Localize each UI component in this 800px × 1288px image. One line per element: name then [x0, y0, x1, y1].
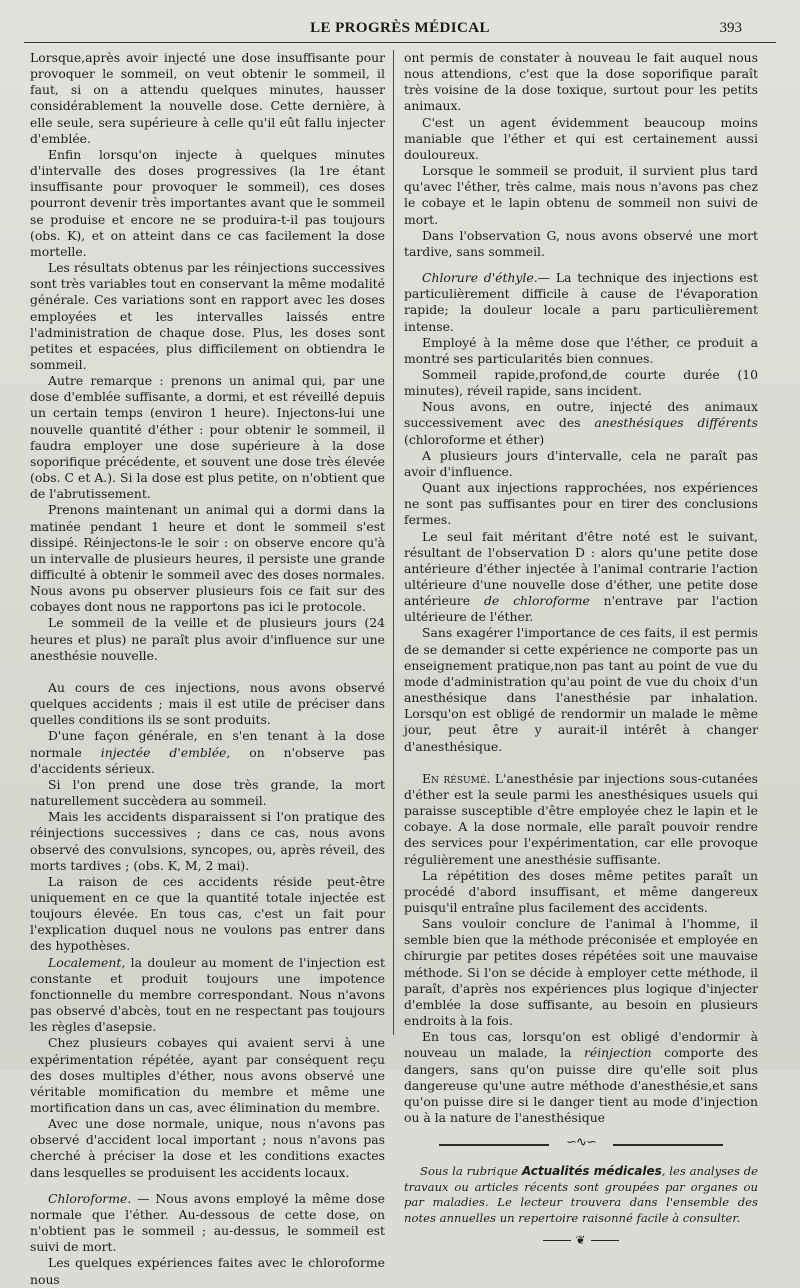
fleuron-ornament: [404, 1232, 758, 1248]
text-run: , les analyses de travaux ou articles récents sont groupées par organes ou par maladies. Le lecteur trouvera dans l'ensemble des notes annuelles un repertoire raisonné facile à consulter.: [404, 1164, 759, 1225]
fleuron-icon: ❦: [575, 1233, 587, 1248]
text-run: n'entrave par l'action ultérieure de l'éther.: [404, 593, 758, 625]
paragraph: Lorsque le sommeil se produit, il survient plus tard qu'avec l'éther, très calme, mais nous n'avons pas chez le cobaye et le lapin obtenu de sommeil non suivi de mort.: [404, 163, 758, 227]
paragraph: Si l'on prend une dose très grande, la mort naturellement succèdera au sommeil.: [30, 776, 385, 809]
paragraph: La raison de ces accidents réside peut-être uniquement en ce que la quantité totale injectée est toujours élevée. En tous cas, c'est un fait pour l'explication duquel nous ne voulons pas entrer dans des hypothèses.: [30, 873, 385, 954]
paragraph: Autre remarque : prenons un animal qui, par une dose d'emblée suffisante, a dormi, et est réveillé depuis un certain temps (environ 1 heure). Injectons-lui une nouvelle quantité d'éther : pour obtenir le sommeil, il faudra employer une dose supérieure à la dose soporifique précédente, et souvent une dose très élevée (obs. C et A.). Si la dose est plus petite, on n'obtient que de l'abrutissement.: [30, 373, 385, 502]
text-run: Nous avons, en outre, injecté des animaux successivement avec des: [404, 399, 758, 431]
spacer: [30, 1181, 385, 1191]
divider-line: [613, 1144, 723, 1146]
paragraph: Chez plusieurs cobayes qui avaient servi à une expérimentation répétée, ayant par conséquent reçu des doses multiples d'éther, nous avons observé une véritable momification du membre et même une mortification dans un cas, avec élimination du membre.: [30, 1035, 385, 1115]
paragraph: Mais les accidents disparaissent si l'on pratique des réinjections successives ; dans ce cas, nous avons observé des convulsions, syncopes, ou, après réveil, des morts tardives ; (obs. K, M, 2 mai).: [30, 809, 385, 873]
paragraph: [404, 529, 758, 626]
divider-swirl-icon: ∽∿∽: [566, 1135, 596, 1151]
paragraph: Le sommeil de la veille et de plusieurs jours (24 heures et plus) ne paraît plus avoir d'influence sur une anesthésie nouvelle.: [30, 615, 385, 663]
summary-heading: En résumé.: [422, 770, 491, 786]
text-run: En tous cas, lorsqu'on est obligé d'endormir à nouveau un malade, la: [404, 1029, 758, 1061]
paragraph: Enfin lorsqu'on injecte à quelques minutes d'intervalle des doses progressives (la 1re étant insuffisante pour provoquer le sommeil), ces doses pourront devenir très importantes avant que le sommeil se produise et encore ne se produira-t-il pas toujours (obs. K), et on atteint dans ce cas facilement la dose mortelle.: [30, 146, 385, 259]
paragraph: [30, 728, 385, 776]
italic-text: Localement: [48, 954, 122, 970]
editorial-notice: [404, 1164, 758, 1226]
fleuron-bar: [543, 1240, 571, 1241]
right-column: [404, 50, 758, 1248]
text-run: D'une façon générale, en s'en tenant à la dose normale: [30, 728, 385, 760]
paragraph: [404, 1029, 758, 1126]
text-run: comporte des dangers, sans qu'on puisse dire qu'elle soit plus dangereuse qu'une autre méthode d'anesthésie,et sans qu'on puisse dire si le danger tient au mode d'injection ou à la nature de l'anesthésique: [404, 1045, 758, 1125]
paragraph: Sans vouloir conclure de l'animal à l'homme, il semble bien que la méthode préconisée et employée en chirurgie par petites doses répétées soit une mauvaise méthode. Si l'on se décide à employer cette méthode, il paraît, d'après nos expériences plus logique d'injecter d'emblée la dose suffisante, au besoin en plusieurs endroits à la fois.: [404, 916, 758, 1029]
section-heading-chloroforme: Chloroforme.: [48, 1190, 132, 1206]
text-run: Le seul fait méritant d'être noté est le suivant, résultant de l'observation D : alors qu'une petite dose antérieure d'éther injectée à l'animal contrarie l'action ultérieure d'une nouvelle dose d'éther, une petite dose antérieure: [404, 528, 758, 609]
paragraph: Prenons maintenant un animal qui a dormi dans la matinée pendant 1 heure et dont le sommeil s'est dissipé. Réinjectons-le le soir : on observe encore qu'à un intervalle de plusieurs heures, il persiste une grande difficulté à obtenir le sommeil avec des doses normales. Nous avons pu observer plusieurs fois ce fait sur des cobayes dont nous ne rapportons pas ici le protocole.: [30, 502, 385, 615]
journal-title: LE PROGRÈS MÉDICAL: [310, 20, 490, 36]
italic-text: anesthésiques différents: [594, 415, 758, 431]
paragraph: Employé à la même dose que l'éther, ce produit a montré ses particularités bien connues.: [404, 334, 758, 366]
header-rule: [24, 42, 776, 43]
divider-line: [439, 1144, 549, 1146]
paragraph: Sans exagérer l'importance de ces faits, il est permis de se demander si cette expérience ne comporte pas un enseignement pratique,non pas tant au point de vue du mode d'administration qu'au point de vue du choix d'un anesthésique dans l'anesthésie par inhalation. Lorsqu'on est obligé de rendormir un malade le même jour, peut être y aurait-il intérêt à changer d'anesthésique.: [404, 625, 758, 754]
text-run: — Nous avons employé la même dose normale que l'éther. Au-dessous de cette dose, on n'obtient pas le sommeil ; au-dessus, le sommeil est suivi de mort.: [30, 1190, 385, 1255]
text-run: , la douleur au moment de l'injection est constante et produit toujours une impotence fonctionnelle du membre correspondant. Nous n'avons pas observé d'abcès, tout en ne respectant pas toujours les règles d'asepsie.: [30, 954, 385, 1035]
paragraph: La répétition des doses même petites paraît un procédé d'abord insuffisant, et même dangereux puisqu'il entraîne plus facilement des accidents.: [404, 867, 758, 915]
paragraph: Lorsque,après avoir injecté une dose insuffisante pour provoquer le sommeil, on veut obtenir le sommeil, il faut, si on a attendu quelques minutes, hausser considérablement la nouvelle dose. Cette dernière, à elle seule, sera supérieure à celle qu'il eût fallu injecter d'emblée.: [30, 50, 385, 146]
rubric-name: Actualités médicales: [521, 1164, 662, 1179]
italic-text: injectée d'emblée: [100, 744, 227, 760]
text-run: Sous la rubrique: [420, 1164, 522, 1179]
spacer: [30, 664, 385, 680]
fleuron-bar: [591, 1240, 619, 1241]
paragraph: C'est un agent évidemment beaucoup moins maniable que l'éther et qui est certainement aussi douloureux.: [404, 114, 758, 162]
text-run: — La technique des injections est particulièrement difficile à cause de l'évaporation rapide; la douleur locale a paru particulièrement intense.: [404, 270, 758, 334]
paragraph: Sommeil rapide,profond,de courte durée (10 minutes), réveil rapide, sans incident.: [404, 366, 758, 399]
paragraph: [30, 955, 385, 1036]
paragraph: [404, 399, 758, 447]
paragraph: Dans l'observation G, nous avons observé une mort tardive, sans sommeil.: [404, 227, 758, 259]
paragraph: [30, 1191, 385, 1256]
section-heading-chlorure: Chlorure d'éthyle.: [422, 270, 538, 286]
text-run: L'anesthésie par injections sous-cutanées d'éther est la seule parmi les anesthésiques usuels qui paraisse susceptible d'être employée chez le lapin et le cobaye. A la dose normale, elle paraît pouvoir rendre des services pour l'expérimentation, car elle provoque régulièrement une anesthésie suffisante.: [404, 770, 758, 867]
spacer: [404, 260, 758, 270]
paragraph: Quant aux injections rapprochées, nos expériences ne sont pas suffisantes pour en tirer des conclusions fermes.: [404, 480, 758, 528]
page-number: 393: [719, 20, 742, 36]
paragraph: ont permis de constater à nouveau le fait auquel nous nous attendions, c'est que la dose soporifique paraît très voisine de la dose toxique, surtout pour les petits animaux.: [404, 50, 758, 114]
spacer: [404, 755, 758, 771]
paragraph: Les résultats obtenus par les réinjections successives sont très variables tout en conservant la même modalité générale. Ces variations sont en rapport avec les doses employées et les intervalles laissés entre l'administration de chaque dose. Plus, les doses sont petites et espacées, plus difficilement on obtiendra le sommeil.: [30, 260, 385, 372]
italic-text: réinjection: [583, 1045, 652, 1061]
paragraph: A plusieurs jours d'intervalle, cela ne paraît pas avoir d'influence.: [404, 447, 758, 479]
left-column: [30, 50, 385, 1288]
running-header: [0, 18, 800, 42]
text-run: (chloroforme et éther): [404, 431, 545, 447]
paragraph: [404, 771, 758, 868]
paragraph: Avec une dose normale, unique, nous n'avons pas observé d'accident local important ; nous n'avons pas cherché à préciser la dose et les conditions exactes dans lesquelles se produisent les accidents locaux.: [30, 1116, 385, 1180]
paragraph: Au cours de ces injections, nous avons observé quelques accidents ; mais il est utile de préciser dans quelles conditions ils se sont produits.: [30, 679, 385, 728]
section-divider: [431, 1135, 731, 1152]
italic-text: de chloroforme: [483, 593, 590, 609]
column-separator: [393, 50, 394, 1035]
paragraph: Les quelques expériences faites avec le chloroforme nous: [30, 1255, 385, 1287]
paragraph: [404, 270, 758, 335]
text-run: , on n'observe pas d'accidents sérieux.: [30, 744, 386, 776]
